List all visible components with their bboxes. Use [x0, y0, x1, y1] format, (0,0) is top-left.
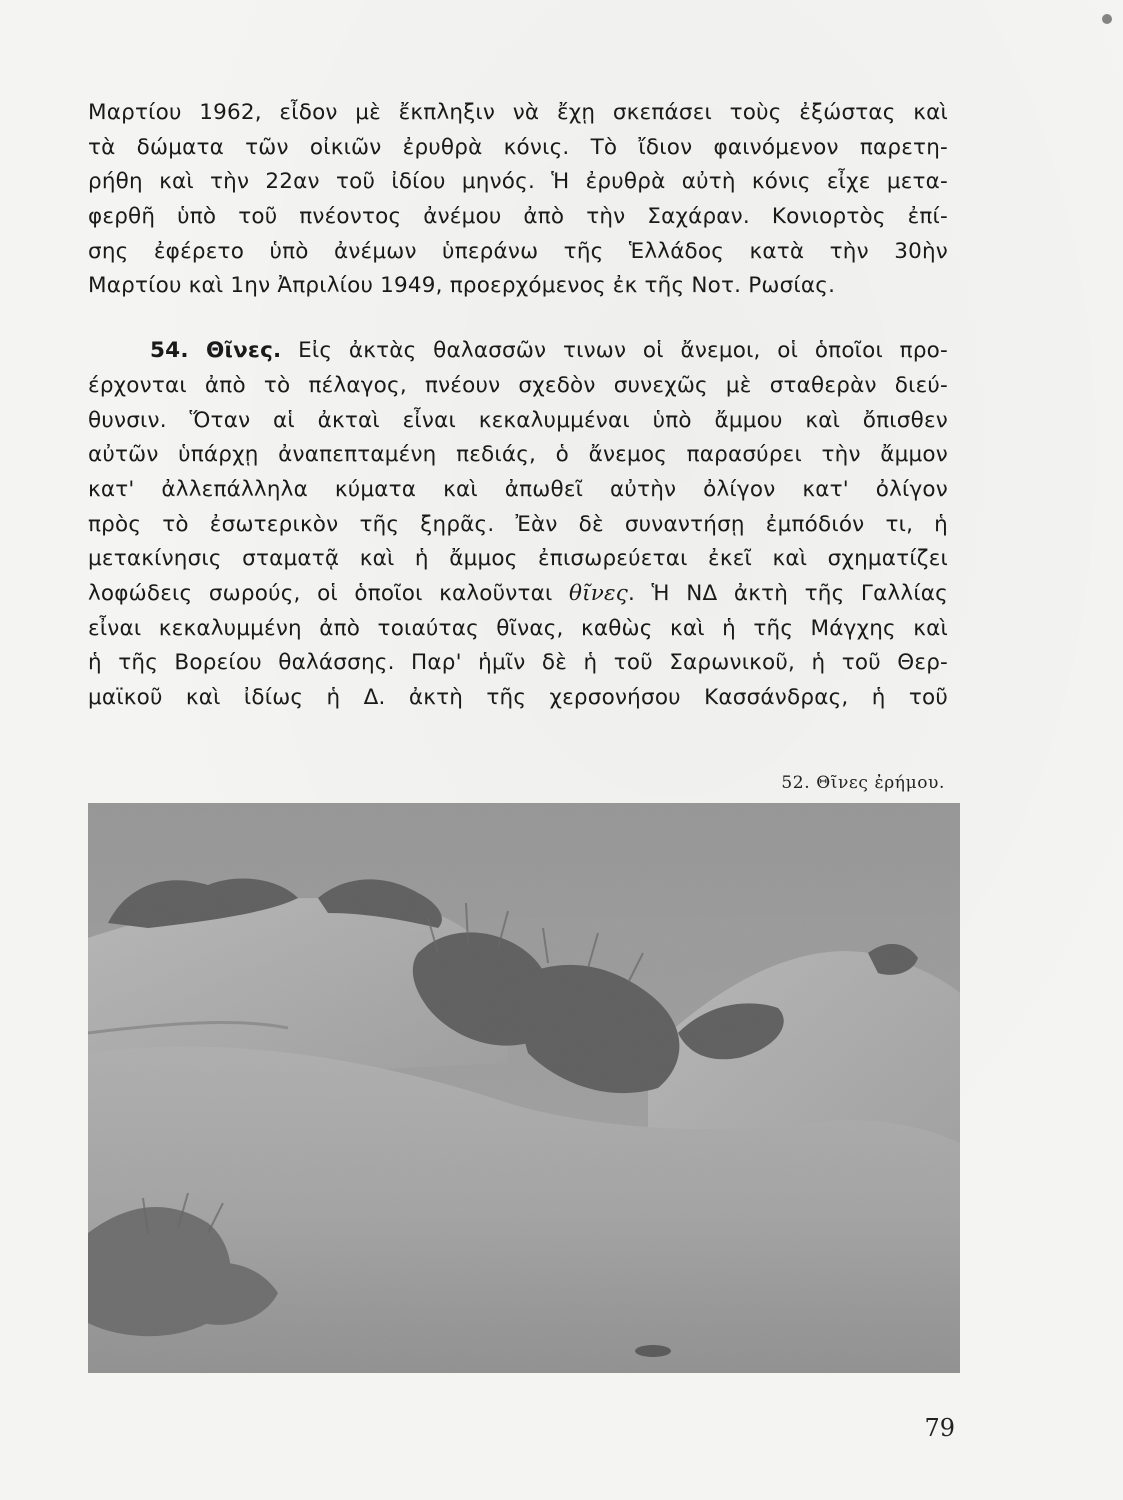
text-fragment: λοφώδεις σωρούς, οἱ ὁποῖοι καλοῦνται	[88, 580, 553, 606]
text-line: ἡ τῆς Βορείου θαλάσσης. Παρ' ἡμῖν δὲ ἡ τοῦ Σαρωνικοῦ, ἡ τοῦ Θερ-	[88, 650, 948, 676]
text-line: αὐτῶν ὑπάρχῃ ἀναπεπταμένη πεδιάς, ὁ ἄνεμος παρασύρει τὴν ἄμμον	[88, 442, 948, 468]
text-line: μετακίνησις σταματᾷ καὶ ἡ ἄμμος ἐπισωρεύεται ἐκεῖ καὶ σχηματίζει	[88, 546, 948, 572]
paragraph-dust	[88, 96, 948, 304]
page-number: 79	[924, 1414, 955, 1442]
text-line: εἶναι κεκαλυμμένη ἀπὸ τοιαύτας θῖνας, καθὼς καὶ ἡ τῆς Μάγχης καὶ	[88, 615, 948, 641]
dunes-illustration	[88, 803, 960, 1373]
text-line: τὰ δώματα τῶν οἰκιῶν ἐρυθρὰ κόνις. Τὸ ἴδιον φαινόμενον παρετη-	[88, 134, 948, 160]
text-line: μαϊκοῦ καὶ ἰδίως ἡ Δ. ἀκτὴ τῆς χερσονήσου Κασσάνδρας, ἡ τοῦ	[88, 685, 948, 710]
text-line: Εἰς ἀκτὰς θαλασσῶν τινων οἱ ἄνεμοι, οἱ ὁποῖοι προ-	[298, 338, 948, 364]
text-line: έρχονται ἀπὸ τὸ πέλαγος, πνέουν σχεδὸν συνεχῶς μὲ σταθερὰν διεύ-	[88, 372, 948, 398]
text-line: Μαρτίου καὶ 1ην Ἀπριλίου 1949, προερχόμενος ἐκ τῆς Νοτ. Ρωσίας.	[88, 273, 836, 299]
text-line: θυνσιν. Ὅταν αἱ ἀκταὶ εἶναι κεκαλυμμέναι ὑπὸ ἄμμου καὶ ὄπισθεν	[88, 407, 948, 433]
dunes-photo	[88, 803, 960, 1373]
text-line: σης ἐφέρετο ὑπὸ ἀνέμων ὑπεράνω τῆς Ἑλλάδος κατὰ τὴν 30ὴν	[88, 238, 948, 264]
text-line: Μαρτίου 1962, εἶδον μὲ ἔκπληξιν νὰ ἔχῃ σκεπάσει τοὺς ἐξώστας καὶ	[88, 100, 948, 125]
text-line-with-term	[88, 577, 948, 612]
text-line: φερθῆ ὑπὸ τοῦ πνέοντος ἀνέμου ἀπὸ τὴν Σαχάραν. Κονιορτὸς ἐπί-	[88, 204, 948, 230]
section-dunes	[88, 334, 948, 716]
text-line: ρήθη καὶ τὴν 22αν τοῦ ἰδίου μηνός. Ἡ ἐρυθρὰ αὐτὴ κόνις εἶχε μετα-	[88, 169, 948, 195]
term-thines: θῖνες	[568, 580, 628, 606]
text-line: πρὸς τὸ ἐσωτερικὸν τῆς ξηρᾶς. Ἐὰν δὲ συναντήσῃ ἐμπόδιόν τι, ἡ	[88, 511, 948, 537]
text-fragment: . Ἡ ΝΔ ἀκτὴ τῆς Γαλλίας	[628, 580, 948, 606]
section-heading: 54. Θῖνες.	[150, 338, 282, 364]
figure-caption: 52. Θῖνες ἐρήμου.	[781, 773, 945, 793]
body-text	[88, 96, 948, 716]
section-first-line	[88, 334, 948, 369]
scan-mark	[1102, 14, 1112, 24]
text-line: κατ' ἀλλεπάλληλα κύματα καὶ ἀπωθεῖ αὐτὴν ὀλίγον κατ' ὀλίγον	[88, 476, 948, 502]
